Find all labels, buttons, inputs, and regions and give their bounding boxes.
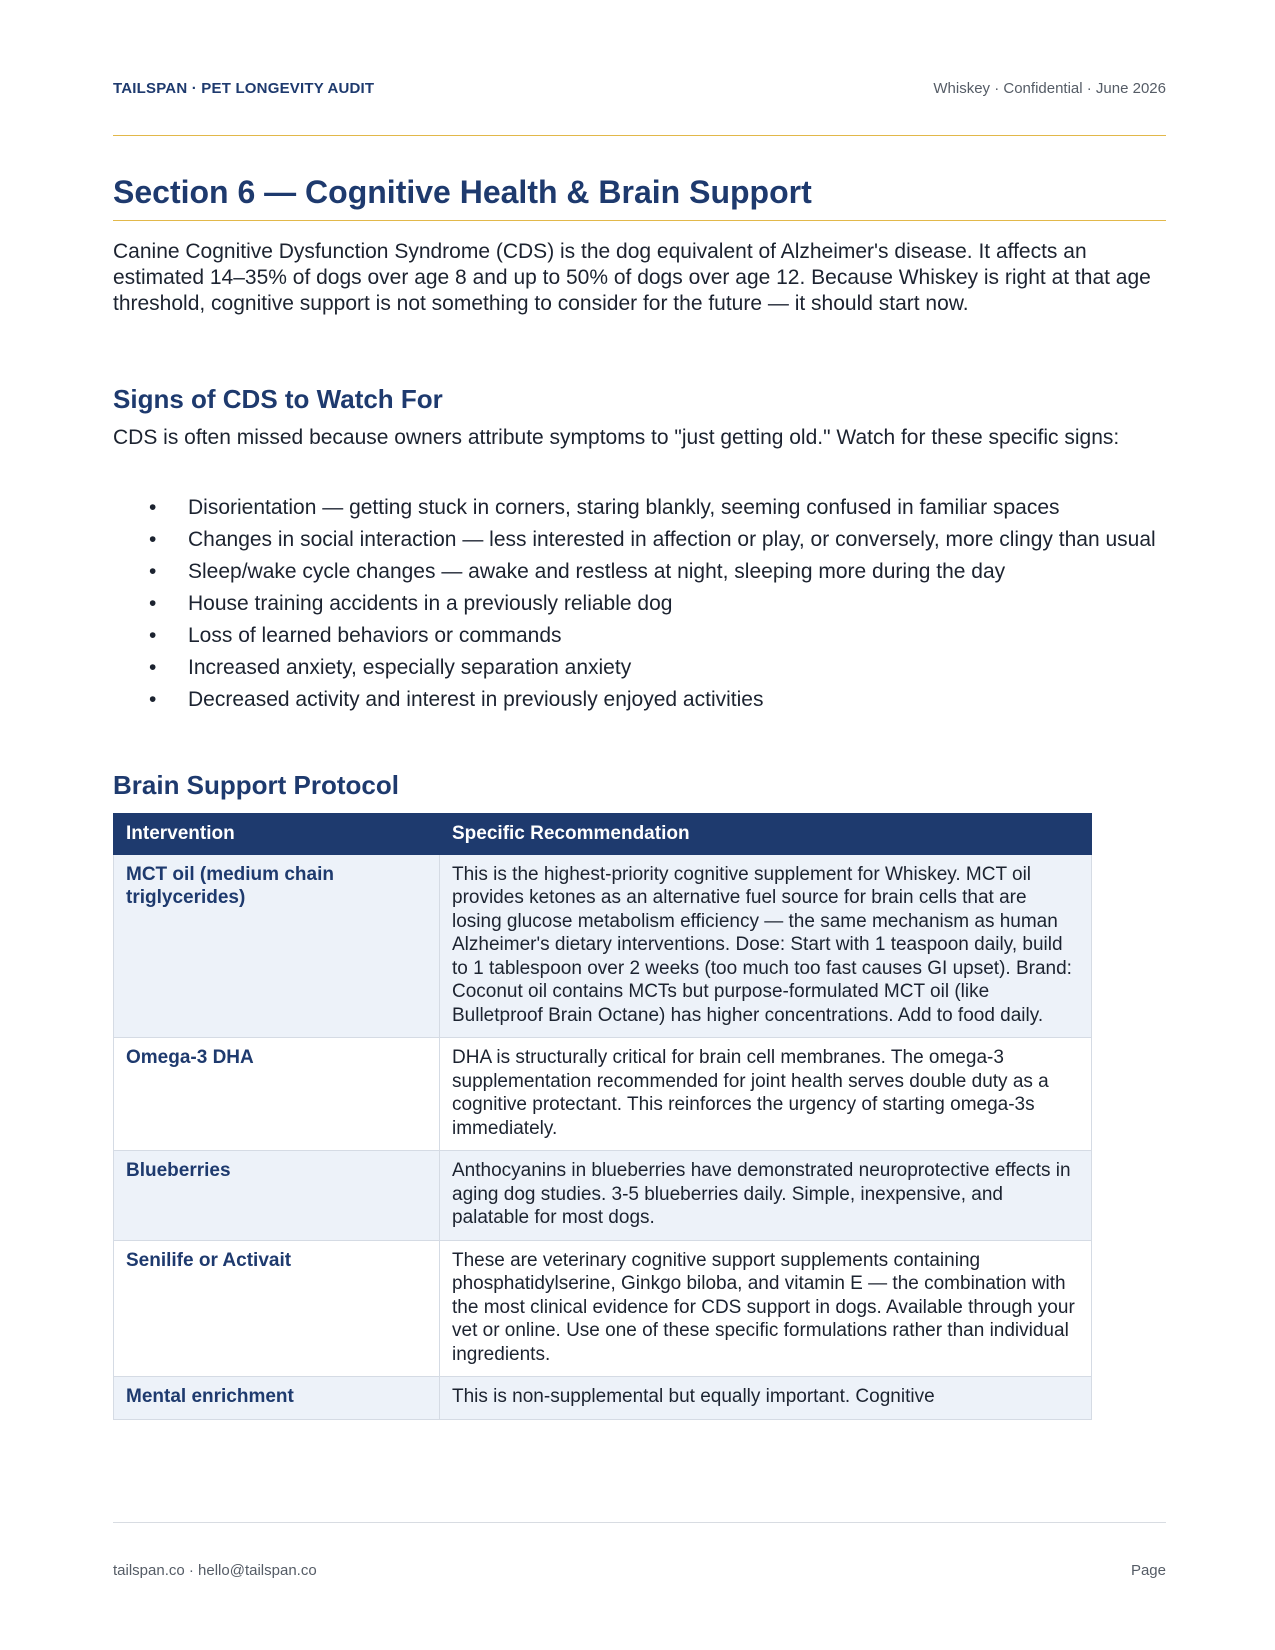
- signs-heading: Signs of CDS to Watch For: [113, 384, 443, 414]
- bullet-icon: •: [149, 592, 157, 615]
- table-row: [114, 854, 1092, 1038]
- section-title: Section 6 — Cognitive Health & Brain Support: [113, 172, 1166, 221]
- list-item: [113, 527, 1166, 553]
- signs-list: [113, 495, 1166, 713]
- list-item-text: Increased anxiety, especially separation anxiety: [188, 656, 632, 679]
- table-row: [114, 1377, 1092, 1420]
- bullet-icon: •: [149, 496, 157, 519]
- table-row: [114, 1151, 1092, 1241]
- bullet-icon: •: [149, 624, 157, 647]
- table-row: [114, 1240, 1092, 1377]
- list-item-text: Sleep/wake cycle changes — awake and restless at night, sleeping more during the day: [188, 560, 1006, 583]
- intervention-cell: Senilife or Activait: [114, 1240, 440, 1377]
- list-item: [113, 655, 1166, 681]
- list-item: [113, 495, 1166, 521]
- section-intro: Canine Cognitive Dysfunction Syndrome (CDS) is the dog equivalent of Alzheimer's disease. It affects an estimated 14–35% of dogs over age 8 and up to 50% of dogs over age 12. Because Whiskey is right at that age threshold, cognitive support is not something to consider for the future — it should start now.: [113, 240, 1151, 315]
- list-item: [113, 591, 1166, 617]
- column-header-recommendation: Specific Recommendation: [440, 814, 1092, 855]
- recommendation-cell: DHA is structurally critical for brain cell membranes. The omega-3 supplementation recommended for joint health serves double duty as a cognitive protectant. This reinforces the urgency of starting omega-3s immediately.: [440, 1038, 1092, 1151]
- intervention-cell: MCT oil (medium chain triglycerides): [114, 854, 440, 1038]
- document-page: [113, 0, 1166, 1650]
- column-header-intervention: Intervention: [114, 814, 440, 855]
- running-footer: [113, 1562, 1166, 1579]
- list-item-text: Decreased activity and interest in previously enjoyed activities: [188, 688, 764, 711]
- document-meta: Whiskey · Confidential · June 2026: [933, 80, 1166, 97]
- list-item-text: Loss of learned behaviors or commands: [188, 624, 562, 647]
- signs-intro: CDS is often missed because owners attribute symptoms to "just getting old." Watch for these specific signs:: [113, 426, 1120, 449]
- footer-contact: tailspan.co · hello@tailspan.co: [113, 1562, 317, 1579]
- brand-label: TAILSPAN · PET LONGEVITY AUDIT: [113, 80, 375, 97]
- recommendation-cell: Anthocyanins in blueberries have demonstrated neuroprotective effects in aging dog studies. 3-5 blueberries daily. Simple, inexpensive, and palatable for most dogs.: [440, 1151, 1092, 1241]
- footer-divider: [113, 1522, 1166, 1523]
- table-header-row: [114, 814, 1092, 855]
- header-divider: [113, 135, 1166, 136]
- page-label: Page: [1130, 1562, 1166, 1579]
- running-header: [113, 80, 1166, 97]
- protocol-heading: Brain Support Protocol: [113, 770, 399, 800]
- intervention-cell: Omega-3 DHA: [114, 1038, 440, 1151]
- bullet-icon: •: [149, 560, 157, 583]
- list-item-text: House training accidents in a previously reliable dog: [188, 592, 673, 615]
- list-item: [113, 623, 1166, 649]
- table-row: [114, 1038, 1092, 1151]
- bullet-icon: •: [149, 688, 157, 711]
- list-item: [113, 559, 1166, 585]
- protocol-table: [113, 813, 1092, 1420]
- list-item-text: Changes in social interaction — less interested in affection or play, or conversely, more clingy than usual: [188, 528, 1156, 551]
- bullet-icon: •: [149, 528, 157, 551]
- list-item-text: Disorientation — getting stuck in corners, staring blankly, seeming confused in familiar spaces: [188, 496, 1060, 519]
- page-content: [113, 172, 1166, 1420]
- intervention-cell: Blueberries: [114, 1151, 440, 1241]
- recommendation-cell: These are veterinary cognitive support supplements containing phosphatidylserine, Ginkgo biloba, and vitamin E — the combination with the most clinical evidence for CDS support in dogs. Available through your vet or online. Use one of these specific formulations rather than individual ingredients.: [440, 1240, 1092, 1377]
- list-item: [113, 687, 1166, 713]
- recommendation-cell: This is non-supplemental but equally important. Cognitive: [440, 1377, 1092, 1420]
- bullet-icon: •: [149, 656, 157, 679]
- intervention-cell: Mental enrichment: [114, 1377, 440, 1420]
- recommendation-cell: This is the highest-priority cognitive supplement for Whiskey. MCT oil provides ketones as an alternative fuel source for brain cells that are losing glucose metabolism efficiency — the same mechanism as human Alzheimer's dietary interventions. Dose: Start with 1 teaspoon daily, build to 1 tablespoon over 2 weeks (too much too fast causes GI upset). Brand: Coconut oil contains MCTs but purpose-formulated MCT oil (like Bulletproof Brain Octane) has higher concentrations. Add to food daily.: [440, 854, 1092, 1038]
